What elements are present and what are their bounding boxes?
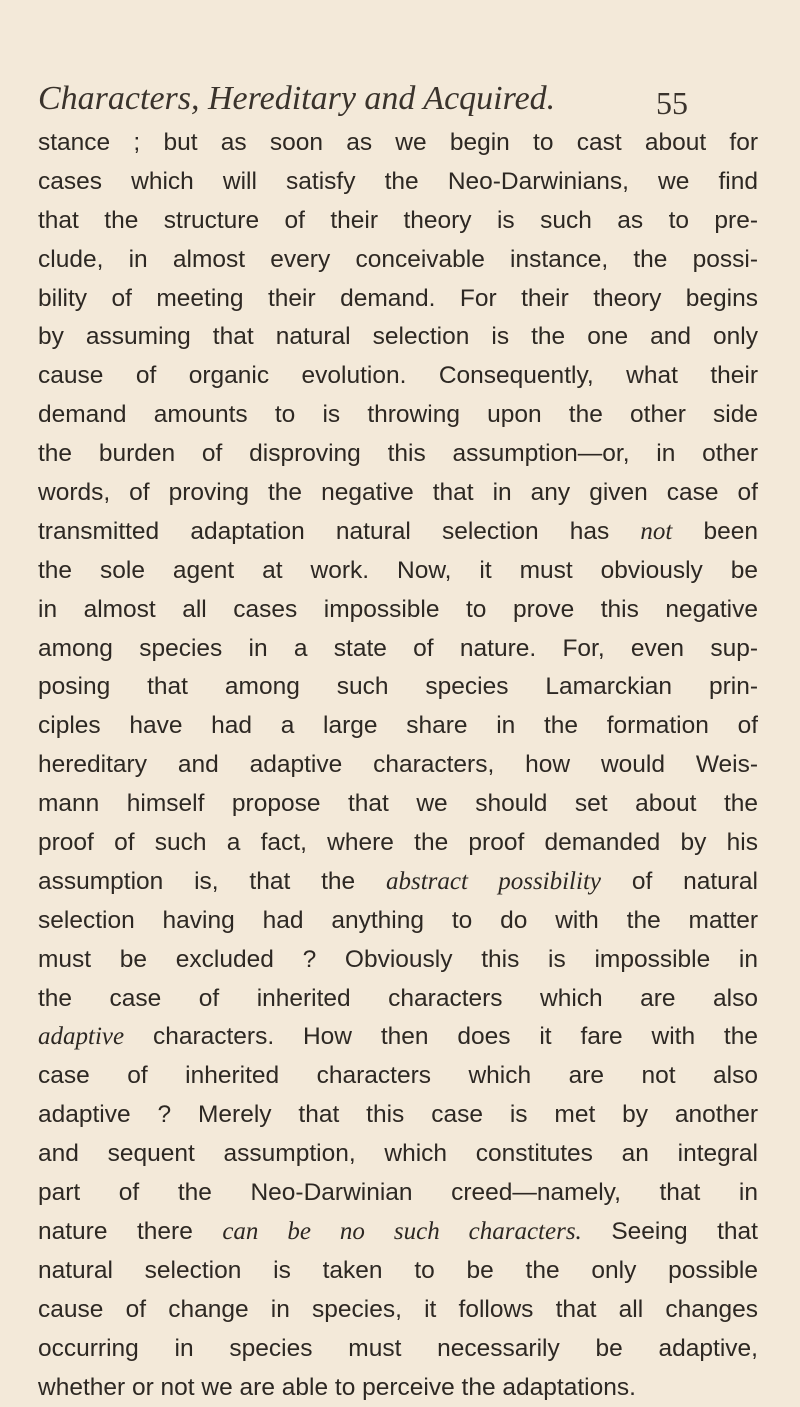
- running-title: Characters, Hereditary and Acquired.: [38, 76, 658, 122]
- text-run: and sequent assumption, which constitutes an integral: [38, 1140, 758, 1167]
- italic-emphasis: adaptive: [38, 1023, 124, 1050]
- text-line: [38, 318, 758, 357]
- text-line: [38, 1057, 758, 1096]
- text-run: transmitted adaptation natural selection has: [38, 518, 640, 545]
- text-run: adaptive ? Merely that this case is met by another: [38, 1101, 758, 1128]
- text-run: the burden of disproving this assumption—or, in other: [38, 440, 758, 467]
- text-run: case of inherited characters which are not also: [38, 1062, 758, 1089]
- text-run: in almost all cases impossible to prove this negative: [38, 596, 758, 623]
- text-line: [38, 124, 758, 163]
- text-run: mann himself propose that we should set about the: [38, 790, 758, 817]
- text-run: that the structure of their theory is such as to pre-: [38, 207, 758, 234]
- text-line: [38, 474, 758, 513]
- text-line: [38, 163, 758, 202]
- text-run: cause of organic evolution. Consequently, what their: [38, 362, 758, 389]
- text-run: selection having had anything to do with the matter: [38, 907, 758, 934]
- text-line: [38, 552, 758, 591]
- text-line: [38, 1330, 758, 1369]
- text-run: been: [672, 518, 758, 545]
- text-line: [38, 941, 758, 980]
- text-line: [38, 513, 758, 552]
- text-line: [38, 785, 758, 824]
- text-run: by assuming that natural selection is the one and only: [38, 323, 758, 350]
- text-run: whether or not we are able to perceive the adaptations.: [38, 1374, 636, 1401]
- text-run: ciples have had a large share in the formation of: [38, 712, 758, 739]
- text-line: [38, 1096, 758, 1135]
- text-run: Seeing that: [582, 1218, 758, 1245]
- text-line: [38, 241, 758, 280]
- text-line: [38, 1018, 758, 1057]
- body-paragraph: [38, 124, 758, 1407]
- text-run: proof of such a fact, where the proof demanded by his: [38, 829, 758, 856]
- text-run: clude, in almost every conceivable instance, the possi-: [38, 246, 758, 273]
- text-run: natural selection is taken to be the only possible: [38, 1257, 758, 1284]
- text-line: [38, 668, 758, 707]
- text-run: demand amounts to is throwing upon the other side: [38, 401, 758, 428]
- text-line: [38, 1252, 758, 1291]
- text-run: nature there: [38, 1218, 222, 1245]
- text-line: [38, 357, 758, 396]
- text-run: occurring in species must necessarily be adaptive,: [38, 1335, 758, 1362]
- text-line: [38, 980, 758, 1019]
- text-line: [38, 1174, 758, 1213]
- text-run: stance ; but as soon as we begin to cast about for: [38, 129, 758, 156]
- text-line: [38, 1213, 758, 1252]
- text-run: posing that among such species Lamarckian prin-: [38, 673, 758, 700]
- text-run: the case of inherited characters which are also: [38, 985, 758, 1012]
- text-run: bility of meeting their demand. For their theory begins: [38, 285, 758, 312]
- text-line: [38, 863, 758, 902]
- text-run: assumption is, that the: [38, 868, 386, 895]
- page-number: 55: [656, 80, 716, 126]
- text-line: [38, 630, 758, 669]
- text-run: among species in a state of nature. For, even sup-: [38, 635, 758, 662]
- text-line: [38, 202, 758, 241]
- text-line: [38, 396, 758, 435]
- text-line: [38, 902, 758, 941]
- text-line: [38, 707, 758, 746]
- text-run: the sole agent at work. Now, it must obviously be: [38, 557, 758, 584]
- text-line: [38, 1291, 758, 1330]
- text-run: must be excluded ? Obviously this is impossible in: [38, 946, 758, 973]
- italic-emphasis: abstract possibility: [386, 868, 601, 895]
- text-line: [38, 1369, 758, 1407]
- text-line: [38, 1135, 758, 1174]
- text-run: characters. How then does it fare with the: [124, 1023, 758, 1050]
- text-run: cases which will satisfy the Neo-Darwinians, we find: [38, 168, 758, 195]
- text-line: [38, 435, 758, 474]
- text-line: [38, 824, 758, 863]
- text-run: cause of change in species, it follows that all changes: [38, 1296, 758, 1323]
- text-run: of natural: [601, 868, 758, 895]
- italic-emphasis: can be no such characters.: [222, 1218, 581, 1245]
- text-run: hereditary and adaptive characters, how would Weis-: [38, 751, 758, 778]
- text-line: [38, 280, 758, 319]
- text-run: words, of proving the negative that in any given case of: [38, 479, 758, 506]
- text-line: [38, 591, 758, 630]
- text-run: part of the Neo-Darwinian creed—namely, that in: [38, 1179, 758, 1206]
- text-line: [38, 746, 758, 785]
- italic-emphasis: not: [640, 518, 672, 545]
